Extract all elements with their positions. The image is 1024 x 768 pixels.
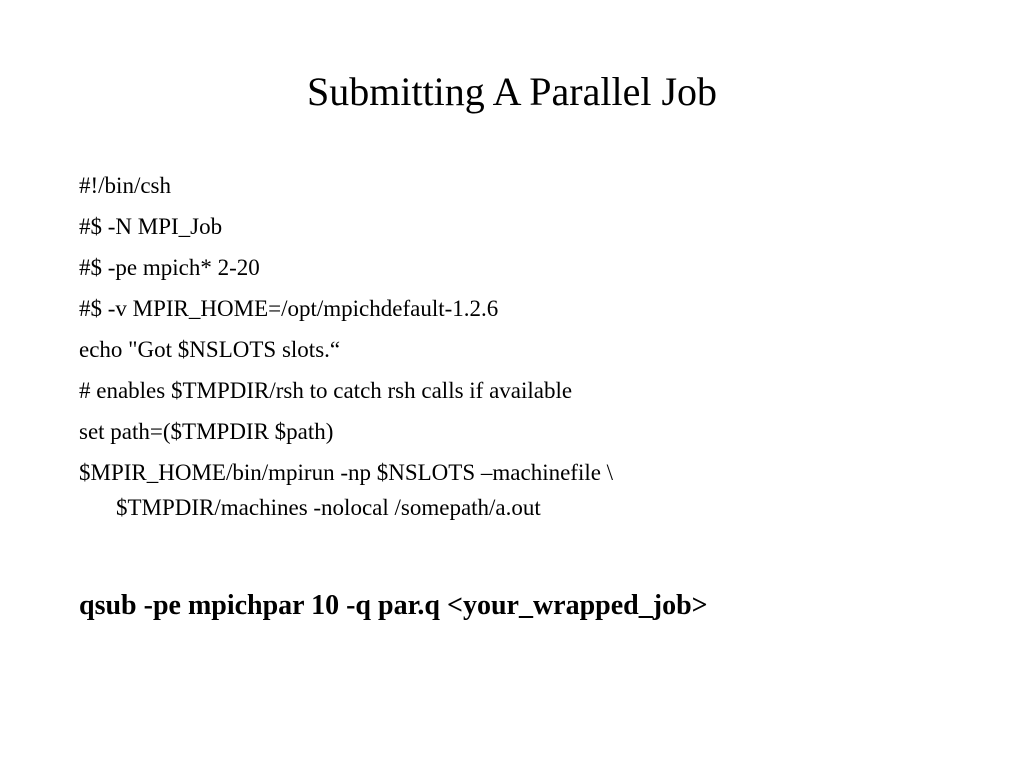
- script-line-job-name: #$ -N MPI_Job: [79, 214, 223, 239]
- script-line-echo: echo "Got $NSLOTS slots.“: [79, 337, 341, 362]
- job-script: [79, 169, 959, 526]
- script-line-set-path: set path=($TMPDIR $path): [79, 419, 334, 444]
- script-line-comment: # enables $TMPDIR/rsh to catch rsh calls if available: [79, 378, 573, 403]
- qsub-command: qsub -pe mpichpar 10 -q par.q <your_wrapped_job>: [79, 590, 708, 621]
- slide-title: Submitting A Parallel Job: [306, 69, 718, 114]
- mpirun-command: $MPIR_HOME/bin/mpirun -np $NSLOTS –machinefile \: [79, 460, 614, 485]
- mpirun-continuation: $TMPDIR/machines -nolocal /somepath/a.out: [116, 495, 541, 520]
- script-line-mpirun: [79, 456, 959, 526]
- script-line-parallel-env: #$ -pe mpich* 2-20: [79, 255, 260, 280]
- script-line-env-var: #$ -v MPIR_HOME=/opt/mpichdefault-1.2.6: [79, 296, 499, 321]
- script-line-shebang: #!/bin/csh: [79, 173, 171, 198]
